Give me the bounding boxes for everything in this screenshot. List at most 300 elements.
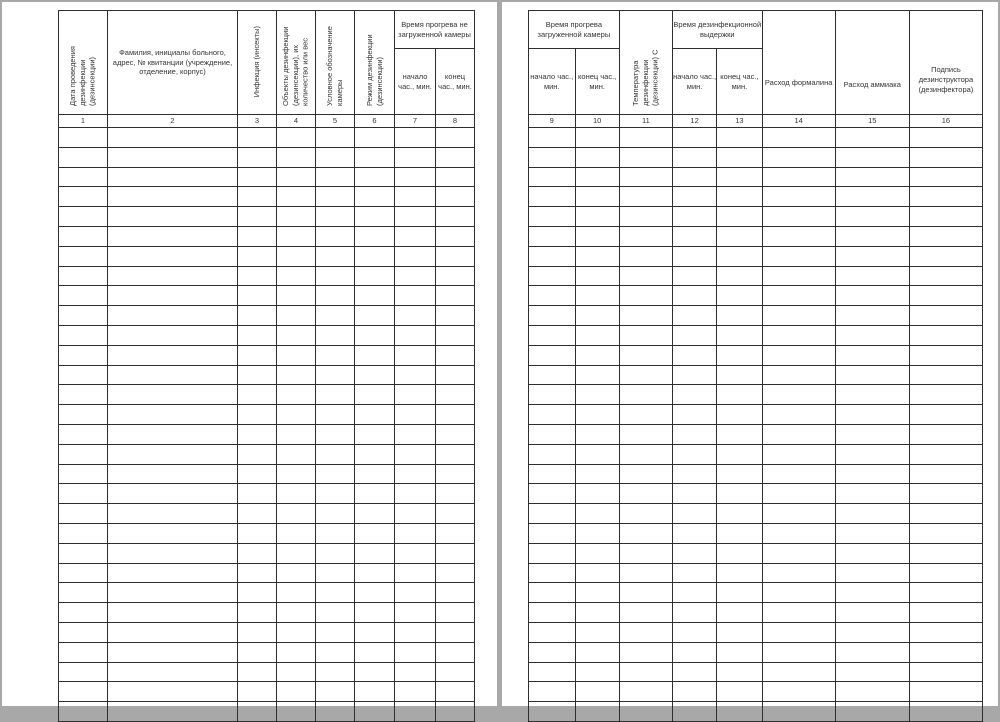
table-cell xyxy=(762,167,835,187)
table-cell xyxy=(835,603,909,623)
header-exposure-end: конец час., мин. xyxy=(717,49,762,115)
table-cell xyxy=(395,563,436,583)
table-cell xyxy=(619,207,672,227)
table-cell xyxy=(762,444,835,464)
table-cell xyxy=(355,128,395,148)
column-number: 4 xyxy=(277,115,316,128)
table-row xyxy=(529,583,983,603)
table-cell xyxy=(762,563,835,583)
table-cell xyxy=(717,662,762,682)
table-cell xyxy=(909,464,982,484)
table-row xyxy=(529,543,983,563)
table-cell xyxy=(238,306,277,326)
table-cell xyxy=(238,603,277,623)
table-cell xyxy=(355,167,395,187)
table-cell xyxy=(529,226,576,246)
table-cell xyxy=(59,504,108,524)
table-row xyxy=(59,266,475,286)
table-cell xyxy=(238,504,277,524)
table-cell xyxy=(395,246,436,266)
table-cell xyxy=(395,642,436,662)
table-cell xyxy=(238,246,277,266)
table-cell xyxy=(316,464,355,484)
table-cell xyxy=(395,128,436,148)
table-cell xyxy=(575,226,619,246)
header-patient-name: Фамилия, инициалы больного, адрес, № квитанции (учреждение, отделение, корпус) xyxy=(108,11,238,115)
table-cell xyxy=(672,365,716,385)
table-cell xyxy=(762,365,835,385)
table-cell xyxy=(762,702,835,722)
table-cell xyxy=(277,147,316,167)
table-cell xyxy=(717,702,762,722)
table-cell xyxy=(672,147,716,167)
header-heating-end: конец час., мин. xyxy=(436,49,475,115)
table-cell xyxy=(619,622,672,642)
table-cell xyxy=(672,424,716,444)
table-row xyxy=(59,325,475,345)
table-cell xyxy=(436,128,475,148)
table-cell xyxy=(717,167,762,187)
column-number: 6 xyxy=(355,115,395,128)
table-cell xyxy=(238,702,277,722)
table-cell xyxy=(835,128,909,148)
table-cell xyxy=(59,622,108,642)
table-cell xyxy=(238,147,277,167)
table-cell xyxy=(835,444,909,464)
table-cell xyxy=(717,543,762,563)
table-row xyxy=(59,128,475,148)
table-cell xyxy=(575,385,619,405)
table-cell xyxy=(575,207,619,227)
table-cell xyxy=(355,226,395,246)
table-cell xyxy=(909,662,982,682)
header-ammonia: Расход аммиака xyxy=(835,11,909,115)
table-cell xyxy=(835,484,909,504)
table-cell xyxy=(277,603,316,623)
table-row xyxy=(529,642,983,662)
column-number: 3 xyxy=(238,115,277,128)
table-cell xyxy=(238,325,277,345)
table-cell xyxy=(672,444,716,464)
table-cell xyxy=(575,642,619,662)
table-cell xyxy=(238,226,277,246)
table-cell xyxy=(672,504,716,524)
table-cell xyxy=(835,424,909,444)
table-cell xyxy=(316,504,355,524)
table-cell xyxy=(762,543,835,563)
table-cell xyxy=(672,484,716,504)
table-cell xyxy=(395,464,436,484)
table-cell xyxy=(762,603,835,623)
table-cell xyxy=(909,325,982,345)
table-cell xyxy=(108,207,238,227)
table-cell xyxy=(277,682,316,702)
table-row xyxy=(59,603,475,623)
table-cell xyxy=(238,207,277,227)
table-cell xyxy=(909,484,982,504)
table-cell xyxy=(909,167,982,187)
table-cell xyxy=(108,642,238,662)
table-cell xyxy=(436,702,475,722)
table-row xyxy=(529,622,983,642)
table-cell xyxy=(277,504,316,524)
table-cell xyxy=(59,484,108,504)
table-cell xyxy=(395,385,436,405)
table-cell xyxy=(835,167,909,187)
table-cell xyxy=(395,405,436,425)
table-cell xyxy=(108,286,238,306)
table-cell xyxy=(575,325,619,345)
table-cell xyxy=(835,464,909,484)
table-cell xyxy=(717,246,762,266)
table-cell xyxy=(619,662,672,682)
table-cell xyxy=(835,702,909,722)
table-cell xyxy=(355,385,395,405)
table-cell xyxy=(316,385,355,405)
table-cell xyxy=(59,207,108,227)
table-cell xyxy=(762,523,835,543)
table-cell xyxy=(277,345,316,365)
table-cell xyxy=(108,484,238,504)
table-cell xyxy=(575,702,619,722)
table-cell xyxy=(108,385,238,405)
table-cell xyxy=(717,385,762,405)
table-cell xyxy=(575,365,619,385)
table-cell xyxy=(619,702,672,722)
column-number: 9 xyxy=(529,115,576,128)
table-cell xyxy=(59,128,108,148)
column-number: 13 xyxy=(717,115,762,128)
table-cell xyxy=(529,325,576,345)
table-cell xyxy=(672,622,716,642)
table-cell xyxy=(762,207,835,227)
table-cell xyxy=(619,286,672,306)
table-cell xyxy=(529,266,576,286)
table-cell xyxy=(436,464,475,484)
table-cell xyxy=(238,444,277,464)
table-cell xyxy=(835,246,909,266)
table-cell xyxy=(575,424,619,444)
table-cell xyxy=(619,167,672,187)
table-cell xyxy=(575,345,619,365)
table-cell xyxy=(59,266,108,286)
table-cell xyxy=(717,405,762,425)
table-cell xyxy=(436,207,475,227)
table-cell xyxy=(277,365,316,385)
table-cell xyxy=(762,345,835,365)
table-cell xyxy=(672,246,716,266)
table-cell xyxy=(717,563,762,583)
table-cell xyxy=(762,325,835,345)
table-cell xyxy=(316,365,355,385)
table-cell xyxy=(575,405,619,425)
header-heating-loaded: Время прогрева загруженной камеры xyxy=(529,11,620,49)
table-cell xyxy=(762,642,835,662)
table-cell xyxy=(316,424,355,444)
table-row xyxy=(529,662,983,682)
table-cell xyxy=(619,226,672,246)
table-cell xyxy=(395,662,436,682)
table-cell xyxy=(59,246,108,266)
table-cell xyxy=(619,266,672,286)
table-cell xyxy=(238,622,277,642)
table-cell xyxy=(436,444,475,464)
table-cell xyxy=(436,167,475,187)
table-cell xyxy=(575,603,619,623)
table-cell xyxy=(717,424,762,444)
table-cell xyxy=(575,662,619,682)
table-cell xyxy=(835,543,909,563)
table-cell xyxy=(277,187,316,207)
table-cell xyxy=(59,702,108,722)
table-cell xyxy=(717,642,762,662)
table-cell xyxy=(436,385,475,405)
table-cell xyxy=(529,365,576,385)
table-row xyxy=(529,325,983,345)
table-cell xyxy=(762,405,835,425)
table-row xyxy=(529,286,983,306)
table-cell xyxy=(316,622,355,642)
table-cell xyxy=(672,207,716,227)
header-formalin: Расход формалина xyxy=(762,11,835,115)
table-cell xyxy=(277,167,316,187)
table-cell xyxy=(108,543,238,563)
table-cell xyxy=(529,622,576,642)
table-cell xyxy=(835,147,909,167)
table-cell xyxy=(108,424,238,444)
table-cell xyxy=(909,405,982,425)
table-cell xyxy=(529,246,576,266)
table-cell xyxy=(619,147,672,167)
table-cell xyxy=(762,424,835,444)
header-heating-unloaded: Время прогрева не загруженной камеры xyxy=(395,11,475,49)
table-cell xyxy=(108,682,238,702)
table-cell xyxy=(316,345,355,365)
table-row xyxy=(59,207,475,227)
table-cell xyxy=(762,622,835,642)
table-cell xyxy=(355,365,395,385)
table-cell xyxy=(672,325,716,345)
table-cell xyxy=(355,147,395,167)
table-cell xyxy=(717,286,762,306)
table-cell xyxy=(717,266,762,286)
table-cell xyxy=(277,286,316,306)
table-cell xyxy=(672,385,716,405)
table-cell xyxy=(316,543,355,563)
table-cell xyxy=(59,325,108,345)
table-cell xyxy=(436,504,475,524)
header-objects: Объекты дезинфекции (дезинсекции), их количество или вес xyxy=(277,11,316,115)
right-page xyxy=(502,2,998,706)
table-cell xyxy=(277,385,316,405)
table-cell xyxy=(277,424,316,444)
table-cell xyxy=(672,128,716,148)
table-cell xyxy=(238,543,277,563)
table-cell xyxy=(762,662,835,682)
table-cell xyxy=(835,365,909,385)
table-cell xyxy=(835,682,909,702)
table-cell xyxy=(529,642,576,662)
table-cell xyxy=(395,325,436,345)
table-cell xyxy=(529,128,576,148)
left-journal-table xyxy=(58,10,475,722)
table-cell xyxy=(436,325,475,345)
table-cell xyxy=(316,523,355,543)
table-cell xyxy=(436,187,475,207)
table-cell xyxy=(717,207,762,227)
table-cell xyxy=(436,345,475,365)
table-cell xyxy=(316,702,355,722)
table-cell xyxy=(59,345,108,365)
table-cell xyxy=(59,642,108,662)
table-cell xyxy=(575,167,619,187)
table-cell xyxy=(316,207,355,227)
table-cell xyxy=(529,385,576,405)
table-cell xyxy=(575,484,619,504)
table-cell xyxy=(717,523,762,543)
table-cell xyxy=(835,405,909,425)
table-cell xyxy=(619,523,672,543)
table-row xyxy=(59,583,475,603)
table-cell xyxy=(529,603,576,623)
table-cell xyxy=(355,424,395,444)
table-cell xyxy=(672,306,716,326)
table-cell xyxy=(909,583,982,603)
table-cell xyxy=(835,662,909,682)
table-cell xyxy=(575,246,619,266)
table-cell xyxy=(909,266,982,286)
table-cell xyxy=(108,147,238,167)
table-cell xyxy=(672,543,716,563)
table-cell xyxy=(619,563,672,583)
table-cell xyxy=(436,563,475,583)
table-cell xyxy=(355,583,395,603)
table-cell xyxy=(238,464,277,484)
table-cell xyxy=(238,484,277,504)
table-cell xyxy=(529,583,576,603)
table-row xyxy=(529,147,983,167)
table-cell xyxy=(108,662,238,682)
table-cell xyxy=(277,583,316,603)
table-cell xyxy=(619,543,672,563)
table-cell xyxy=(395,286,436,306)
table-row xyxy=(529,444,983,464)
table-cell xyxy=(395,147,436,167)
table-cell xyxy=(108,603,238,623)
table-cell xyxy=(529,424,576,444)
table-cell xyxy=(59,583,108,603)
table-cell xyxy=(619,385,672,405)
table-row xyxy=(59,702,475,722)
table-cell xyxy=(59,523,108,543)
table-cell xyxy=(619,365,672,385)
table-row xyxy=(529,504,983,524)
table-cell xyxy=(909,187,982,207)
table-cell xyxy=(672,642,716,662)
table-cell xyxy=(395,365,436,385)
table-cell xyxy=(619,424,672,444)
table-cell xyxy=(717,583,762,603)
table-cell xyxy=(108,167,238,187)
table-cell xyxy=(238,424,277,444)
table-cell xyxy=(529,484,576,504)
table-cell xyxy=(355,563,395,583)
table-cell xyxy=(238,167,277,187)
left-page xyxy=(2,2,497,706)
table-cell xyxy=(762,583,835,603)
table-cell xyxy=(529,682,576,702)
table-row xyxy=(59,622,475,642)
table-cell xyxy=(277,266,316,286)
table-cell xyxy=(277,405,316,425)
table-row xyxy=(529,405,983,425)
table-cell xyxy=(316,563,355,583)
header-exposure-start: начало час., мин. xyxy=(672,49,716,115)
table-cell xyxy=(395,682,436,702)
table-cell xyxy=(395,424,436,444)
table-cell xyxy=(436,266,475,286)
table-cell xyxy=(529,662,576,682)
table-cell xyxy=(529,444,576,464)
table-cell xyxy=(395,504,436,524)
table-cell xyxy=(619,583,672,603)
table-cell xyxy=(835,226,909,246)
table-cell xyxy=(529,405,576,425)
table-cell xyxy=(59,662,108,682)
table-cell xyxy=(59,444,108,464)
table-cell xyxy=(238,187,277,207)
table-cell xyxy=(316,484,355,504)
table-cell xyxy=(436,226,475,246)
column-number: 16 xyxy=(909,115,982,128)
table-cell xyxy=(277,128,316,148)
table-cell xyxy=(238,583,277,603)
table-cell xyxy=(277,563,316,583)
table-cell xyxy=(355,306,395,326)
column-number: 8 xyxy=(436,115,475,128)
table-cell xyxy=(395,226,436,246)
table-cell xyxy=(108,405,238,425)
table-cell xyxy=(59,226,108,246)
table-cell xyxy=(395,345,436,365)
table-cell xyxy=(909,642,982,662)
table-cell xyxy=(762,682,835,702)
table-cell xyxy=(316,662,355,682)
table-row xyxy=(529,187,983,207)
table-cell xyxy=(355,484,395,504)
table-row xyxy=(59,424,475,444)
table-row xyxy=(529,246,983,266)
table-cell xyxy=(316,306,355,326)
table-cell xyxy=(909,682,982,702)
table-cell xyxy=(762,187,835,207)
column-number: 12 xyxy=(672,115,716,128)
table-cell xyxy=(355,464,395,484)
table-row xyxy=(59,444,475,464)
table-cell xyxy=(575,266,619,286)
table-cell xyxy=(59,286,108,306)
table-cell xyxy=(672,226,716,246)
table-cell xyxy=(909,385,982,405)
table-cell xyxy=(277,702,316,722)
table-cell xyxy=(575,128,619,148)
header-date: Дата проведения дезинфекции (дезинсекции) xyxy=(59,11,108,115)
table-cell xyxy=(238,266,277,286)
table-cell xyxy=(436,603,475,623)
table-cell xyxy=(717,147,762,167)
table-cell xyxy=(835,266,909,286)
table-cell xyxy=(672,702,716,722)
